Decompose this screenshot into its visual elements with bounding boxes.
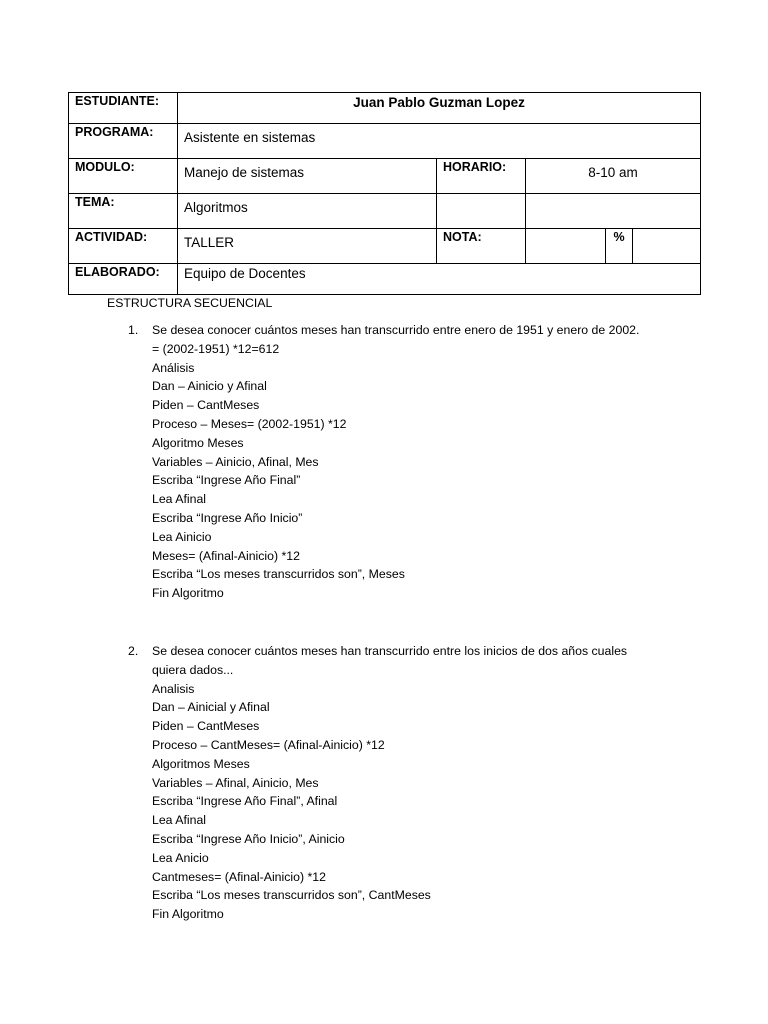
percent-value [633, 229, 701, 264]
exercise-line: Escriba “Los meses transcurridos son”, Meses [152, 567, 405, 582]
exercise-line: Variables – Afinal, Ainicio, Mes [152, 775, 319, 790]
horario-label: HORARIO: [437, 159, 526, 194]
section-title: ESTRUCTURA SECUENCIAL [107, 296, 273, 310]
row-programa [69, 124, 701, 159]
exercise-number: 2. [128, 644, 139, 658]
exercise-line: Se desea conocer cuántos meses han transcurrido entre enero de 1951 y enero de 2002. [152, 323, 640, 337]
exercise-2 [128, 642, 628, 924]
student-info-table [68, 92, 701, 295]
programa-value: Asistente en sistemas [178, 124, 701, 159]
elaborado-value: Equipo de Docentes [178, 264, 701, 295]
exercise-line: Variables – Ainicio, Afinal, Mes [152, 454, 319, 469]
estudiante-value: Juan Pablo Guzman Lopez [178, 93, 701, 124]
row-actividad [69, 229, 701, 264]
actividad-value: TALLER [178, 229, 437, 264]
exercise-line: Análisis [152, 360, 195, 375]
tema-empty-cell [437, 194, 526, 229]
elaborado-label: ELABORADO: [69, 264, 178, 295]
exercise-line: Meses= (Afinal-Ainicio) *12 [152, 548, 300, 563]
estudiante-label: ESTUDIANTE: [69, 93, 178, 124]
exercise-line: Proceso – Meses= (2002-1951) *12 [152, 416, 347, 431]
exercise-line: Se desea conocer cuántos meses han transcurrido entre los inicios de dos años cuales [152, 644, 628, 658]
exercise-line: Escriba “Ingrese Año Final” [152, 473, 301, 488]
horario-value: 8-10 am [526, 159, 701, 194]
exercise-line: quiera dados... [152, 662, 234, 677]
actividad-label: ACTIVIDAD: [69, 229, 178, 264]
row-estudiante [69, 93, 701, 124]
exercise-line: Escriba “Ingrese Año Final”, Afinal [152, 794, 338, 809]
exercise-1 [128, 321, 640, 603]
nota-label: NOTA: [437, 229, 526, 264]
exercise-line: Escriba “Ingrese Año Inicio”, Ainicio [152, 831, 345, 846]
row-elaborado [69, 264, 701, 295]
exercise-line: Proceso – CantMeses= (Afinal-Ainicio) *12 [152, 737, 385, 752]
exercise-line: Analisis [152, 681, 195, 696]
modulo-label: MODULO: [69, 159, 178, 194]
exercise-line: Escriba “Los meses transcurridos son”, CantMeses [152, 888, 431, 903]
exercise-line: Lea Anicio [152, 850, 209, 865]
exercise-line: Fin Algoritmo [152, 586, 224, 601]
exercise-line: Lea Afinal [152, 813, 207, 828]
modulo-value: Manejo de sistemas [178, 159, 437, 194]
exercise-line: Lea Afinal [152, 492, 207, 507]
exercise-line: Lea Ainicio [152, 529, 212, 544]
exercise-line: Cantmeses= (Afinal-Ainicio) *12 [152, 869, 326, 884]
exercise-line: Algoritmo Meses [152, 435, 244, 450]
tema-empty-cell-2 [526, 194, 701, 229]
tema-label: TEMA: [69, 194, 178, 229]
exercise-number: 1. [128, 323, 139, 337]
row-modulo [69, 159, 701, 194]
exercise-line: Piden – CantMeses [152, 398, 260, 413]
exercise-line: Escriba “Ingrese Año Inicio” [152, 510, 303, 525]
exercise-line: Algoritmos Meses [152, 756, 250, 771]
exercise-line: = (2002-1951) *12=612 [152, 341, 280, 356]
programa-label: PROGRAMA: [69, 124, 178, 159]
tema-value: Algoritmos [178, 194, 437, 229]
exercise-line: Fin Algoritmo [152, 907, 224, 922]
exercise-line: Piden – CantMeses [152, 719, 260, 734]
exercise-line: Dan – Ainicio y Afinal [152, 379, 267, 394]
exercise-line: Dan – Ainicial y Afinal [152, 700, 270, 715]
percent-label: % [606, 229, 633, 264]
row-tema [69, 194, 701, 229]
nota-value [526, 229, 606, 264]
